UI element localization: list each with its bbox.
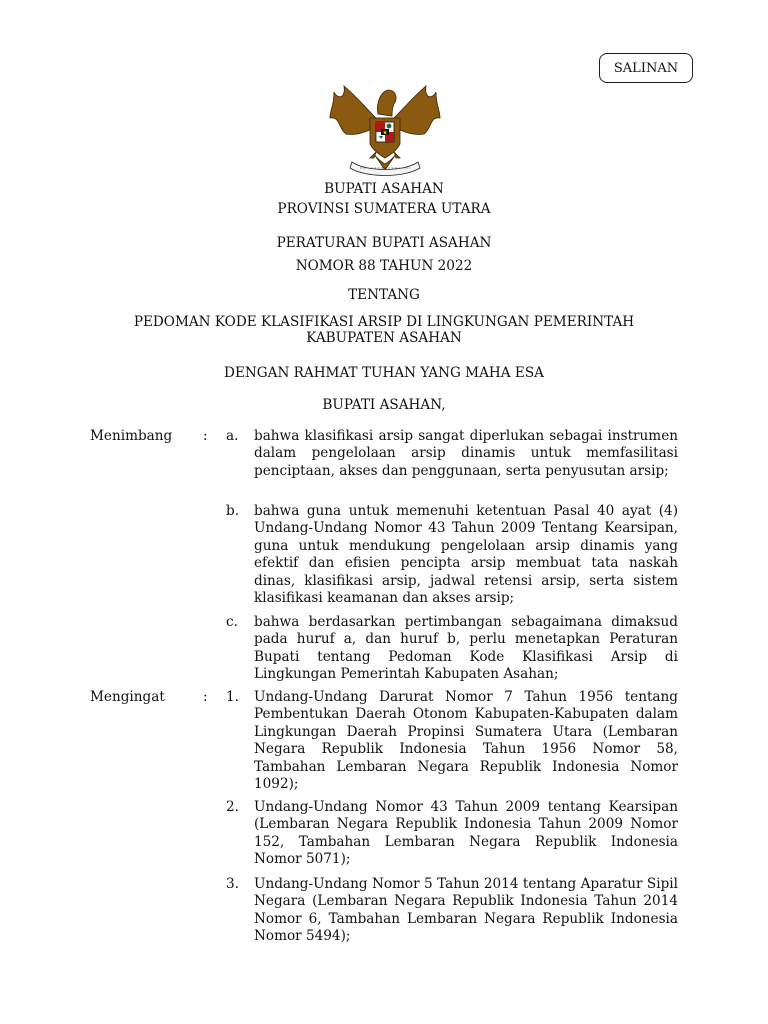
item-text: Undang-Undang Nomor 43 Tahun 2009 tentang Kearsipan (Lembaran Negara Republik Indonesia Tahun 2009 Nomor 152, Tambahan Lembaran Negara Republik Indonesia Nomor 5071); — [254, 799, 678, 868]
menimbang-label: Menimbang — [90, 428, 173, 444]
province-heading: PROVINSI SUMATERA UTARA — [277, 201, 491, 217]
item-marker: 2. — [226, 799, 239, 815]
invocation: DENGAN RAHMAT TUHAN YANG MAHA ESA — [224, 365, 544, 381]
item-marker: 3. — [226, 876, 239, 892]
item-text: bahwa berdasarkan pertimbangan sebagaimana dimaksud pada huruf a, dan huruf b, perlu menetapkan Peraturan Bupati tentang Pedoman Kode Klasifikasi Arsip di Lingkungan Pemerintah Kabupaten Asahan; — [254, 614, 678, 683]
item-text: Undang-Undang Darurat Nomor 7 Tahun 1956 tentang Pembentukan Daerah Otonom Kabupaten-Kabupaten dalam Lingkungan Daerah Propinsi Sumatera Utara (Lembaran Negara Republik Indonesia Tahun 1956 Nomor 58, Tambahan Lembaran Negara Republik Indonesia Nomor 1092); — [254, 689, 678, 793]
bupati-heading: BUPATI ASAHAN — [324, 181, 444, 197]
mengingat-colon: : — [203, 689, 208, 705]
regulation-title: PERATURAN BUPATI ASAHAN — [276, 235, 492, 251]
tentang-heading: TENTANG — [348, 287, 420, 303]
item-marker: a. — [226, 428, 239, 444]
item-marker: b. — [226, 503, 240, 519]
mengingat-label: Mengingat — [90, 689, 165, 705]
item-text: bahwa klasifikasi arsip sangat diperlukan sebagai instrumen dalam pengelolaan arsip dinamis untuk memfasilitasi penciptaan, akses dan penggunaan, serta penyusutan arsip; — [254, 428, 678, 479]
garuda-emblem-icon — [326, 78, 444, 178]
salinan-stamp: SALINAN — [599, 53, 693, 83]
item-marker: c. — [226, 614, 238, 630]
subject-line-2: KABUPATEN ASAHAN — [306, 330, 462, 346]
item-marker: 1. — [226, 689, 239, 705]
menimbang-colon: : — [203, 428, 208, 444]
subject-line-1: PEDOMAN KODE KLASIFIKASI ARSIP DI LINGKUNGAN PEMERINTAH — [133, 314, 635, 330]
item-text: Undang-Undang Nomor 5 Tahun 2014 tentang Aparatur Sipil Negara (Lembaran Negara Republik Indonesia Tahun 2014 Nomor 6, Tambahan Lembaran Negara Republik Indonesia Nomor 5494); — [254, 876, 678, 945]
item-text: bahwa guna untuk memenuhi ketentuan Pasal 40 ayat (4) Undang-Undang Nomor 43 Tahun 2009 Tentang Kearsipan, guna untuk mendukung pengelolaan arsip dinamis yang efektif dan efisien pencipta arsip membuat tata naskah dinas, klasifikasi arsip, jadwal retensi arsip, serta sistem klasifikasi keamanan dan akses arsip; — [254, 503, 678, 607]
authority-heading: BUPATI ASAHAN, — [322, 397, 446, 413]
regulation-number: NOMOR 88 TAHUN 2022 — [295, 258, 473, 274]
